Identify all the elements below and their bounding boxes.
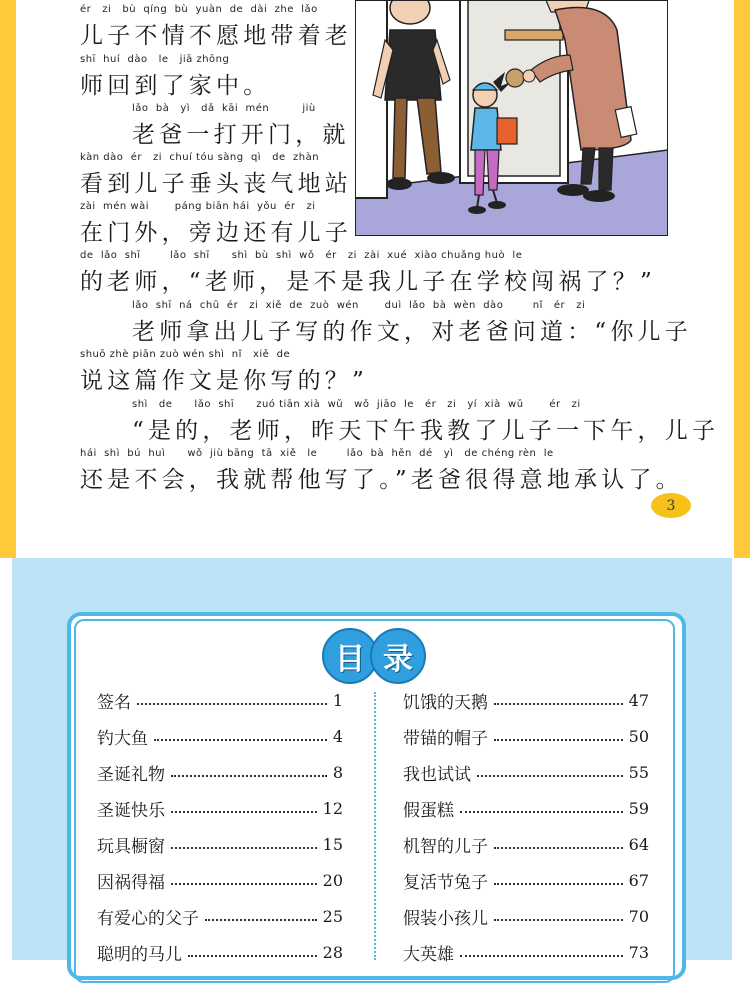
toc-item[interactable] — [97, 796, 343, 820]
toc-title: 玩具橱窗 — [97, 836, 165, 857]
toc-leader-dots — [188, 955, 317, 957]
toc-item[interactable] — [97, 688, 343, 712]
toc-page: 28 — [322, 942, 343, 962]
story-text: 老师拿出儿子写的作文，对老爸问道：“你儿子 — [132, 319, 692, 345]
toc-leader-dots — [494, 883, 623, 885]
story-text: “是的，老师，昨天下午我教了儿子一下午，儿子 — [132, 418, 720, 444]
pinyin: de lǎo shī lǎo shī shì bù shì wǒ ér zi zài xué xiào chuǎng huò le — [80, 250, 523, 261]
title-char-2: 录 — [370, 628, 426, 684]
pinyin: lǎo bà yì dǎ kāi mén jiù — [132, 103, 316, 114]
toc-page: 67 — [628, 870, 649, 890]
toc-leader-dots — [494, 847, 623, 849]
toc-title: 聪明的马儿 — [97, 944, 182, 965]
toc-leader-dots — [494, 703, 623, 705]
story-text: 师回到了家中。 — [80, 73, 271, 99]
toc-title: 假蛋糕 — [403, 800, 454, 821]
toc-title: 假装小孩儿 — [403, 908, 488, 929]
toc-item[interactable] — [403, 940, 649, 964]
toc-leader-dots — [171, 847, 317, 849]
toc-leader-dots — [154, 739, 327, 741]
toc-page: 15 — [322, 834, 343, 854]
pinyin: hái shì bú huì wǒ jiù bāng tā xiě le lǎo bà hěn dé yì de chéng rèn le — [80, 448, 554, 459]
pinyin: shuō zhè piān zuò wén shì nǐ xiě de — [80, 349, 291, 360]
page-number-badge: 3 — [651, 493, 691, 518]
column-divider — [374, 692, 376, 960]
toc-page: 25 — [322, 906, 343, 926]
toc-title: 复活节兔子 — [403, 872, 488, 893]
toc-page: 59 — [628, 798, 649, 818]
toc-item[interactable] — [97, 832, 343, 856]
toc-title: 圣诞礼物 — [97, 764, 165, 785]
toc-title: 有爱心的父子 — [97, 908, 199, 929]
toc-item[interactable] — [97, 724, 343, 748]
toc-item[interactable] — [403, 796, 649, 820]
toc-leader-dots — [477, 775, 623, 777]
contents-title — [322, 628, 422, 682]
toc-page: 64 — [628, 834, 649, 854]
toc-page: 4 — [332, 726, 343, 746]
story-illustration — [355, 0, 668, 236]
toc-page: 55 — [628, 762, 649, 782]
pinyin: lǎo shī ná chū ér zi xiě de zuò wén duì lǎo bà wèn dào nǐ ér zi — [132, 300, 586, 311]
title-char-1: 目 — [322, 628, 378, 684]
toc-title: 因祸得福 — [97, 872, 165, 893]
toc-leader-dots — [137, 703, 327, 705]
toc-leader-dots — [171, 775, 327, 777]
toc-item[interactable] — [97, 904, 343, 928]
toc-title: 圣诞快乐 — [97, 800, 165, 821]
toc-item[interactable] — [403, 724, 649, 748]
toc-title: 我也试试 — [403, 764, 471, 785]
toc-item[interactable] — [403, 760, 649, 784]
toc-item[interactable] — [403, 904, 649, 928]
toc-page: 73 — [628, 942, 649, 962]
toc-leader-dots — [460, 955, 623, 957]
toc-leader-dots — [171, 811, 317, 813]
story-text: 在门外，旁边还有儿子 — [80, 220, 352, 246]
pinyin: zài mén wài páng biān hái yǒu ér zi — [80, 201, 316, 212]
toc-item[interactable] — [403, 688, 649, 712]
toc-leader-dots — [494, 739, 623, 741]
page-border-left — [0, 0, 16, 558]
toc-item[interactable] — [97, 868, 343, 892]
page-border-right — [734, 0, 750, 558]
toc-title: 钓大鱼 — [97, 728, 148, 749]
toc-page: 50 — [628, 726, 649, 746]
toc-page: 47 — [628, 690, 649, 710]
toc-item[interactable] — [403, 832, 649, 856]
story-text: 老爸一打开门，就 — [132, 122, 350, 148]
toc-leader-dots — [171, 883, 317, 885]
pinyin: kàn dào ér zi chuí tóu sàng qì de zhàn — [80, 152, 320, 163]
toc-leader-dots — [205, 919, 317, 921]
toc-item[interactable] — [97, 940, 343, 964]
toc-leader-dots — [460, 811, 623, 813]
toc-title: 机智的儿子 — [403, 836, 488, 857]
story-text: 的老师，“老师，是不是我儿子在学校闯祸了？” — [80, 269, 656, 295]
toc-title: 大英雄 — [403, 944, 454, 965]
pinyin: ér zi bù qíng bù yuàn de dài zhe lǎo — [80, 4, 318, 15]
toc-leader-dots — [494, 919, 623, 921]
pinyin: shī huí dào le jiā zhōng — [80, 54, 230, 65]
toc-item[interactable] — [403, 868, 649, 892]
toc-title: 带锚的帽子 — [403, 728, 488, 749]
pinyin: shì de lǎo shī zuó tiān xià wǔ wǒ jiāo le ér zi yí xià wǔ ér zi — [132, 399, 581, 410]
toc-page: 1 — [332, 690, 343, 710]
toc-title: 签名 — [97, 692, 131, 713]
toc-title: 饥饿的天鹅 — [403, 692, 488, 713]
story-text: 看到儿子垂头丧气地站 — [80, 171, 352, 197]
story-text: 还是不会，我就帮他写了。”老爸很得意地承认了。 — [80, 467, 683, 493]
toc-page: 12 — [322, 798, 343, 818]
toc-item[interactable] — [97, 760, 343, 784]
toc-page: 20 — [322, 870, 343, 890]
story-text: 儿子不情不愿地带着老 — [80, 23, 352, 49]
toc-page: 70 — [628, 906, 649, 926]
toc-page: 8 — [332, 762, 343, 782]
story-text: 说这篇作文是你写的？” — [80, 368, 368, 394]
